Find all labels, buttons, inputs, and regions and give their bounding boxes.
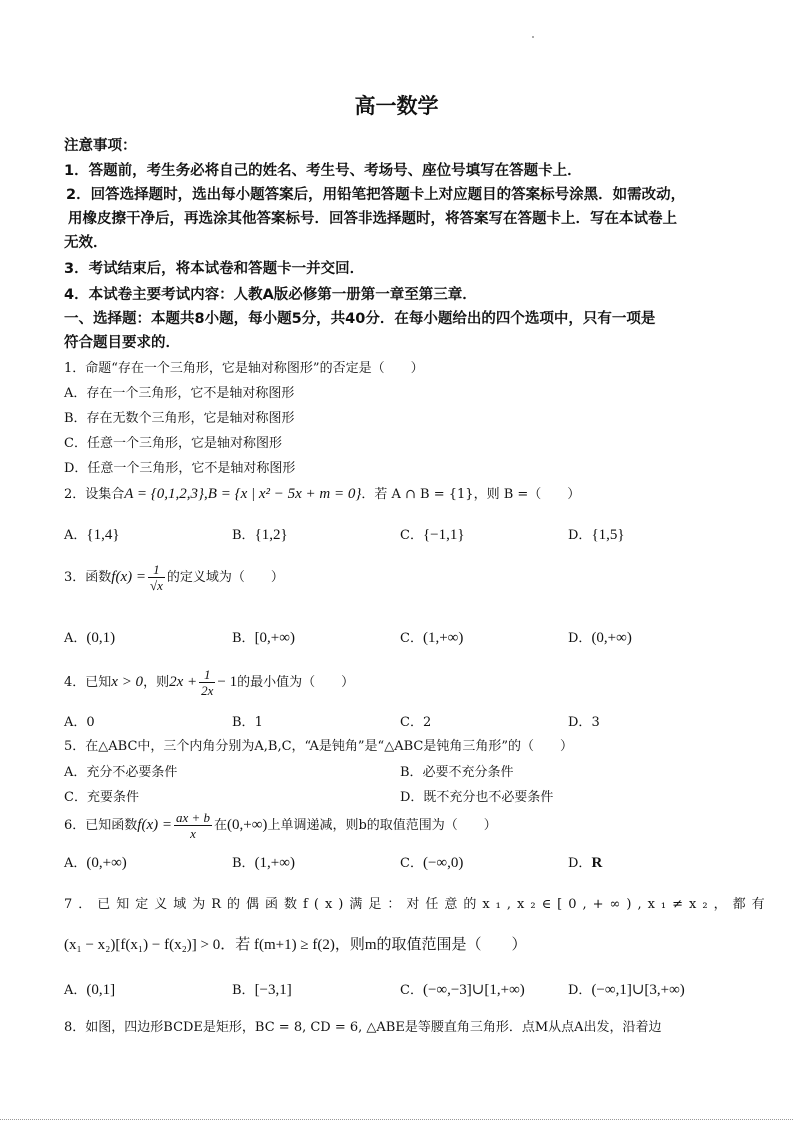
section-heading-cont: 符合题目要求的． xyxy=(64,335,180,351)
question-6-option-b: B．(1,+∞) xyxy=(232,855,295,871)
question-2-set-b: B = {x | x² − 5x + m = 0} xyxy=(207,486,362,502)
section-heading: 一、选择题：本题共8小题，每小题5分，共40分．在每小题给出的四个选项中，只有一项是 xyxy=(64,311,656,327)
question-4-expr-a: 2x + xyxy=(169,674,198,690)
question-3-fraction: $\frac{1}{√x}$ xyxy=(149,562,163,593)
question-3-option-d: D．(0,+∞) xyxy=(568,630,632,646)
question-7-option-d: D．(−∞,1]∪[3,+∞) xyxy=(568,982,685,998)
question-4-expr-b: − 1 xyxy=(217,674,238,690)
question-4-prefix: 4．已知 xyxy=(64,675,112,690)
question-7-stem: 7．已知定义域为R的偶函数f(x)满足：对任意的x₁,x₂∈[0,+∞),x₁≠x₂，都有 xyxy=(64,897,771,912)
question-3-func: f(x) = xyxy=(111,569,146,585)
question-2-option-c: C．{−1,1} xyxy=(400,527,465,543)
notice-item-2-cont: 用橡皮擦干净后，再选涂其他答案标号．回答非选择题时，将答案写在答题卡上．写在本试卷上 xyxy=(68,211,677,227)
question-6-option-c: C．(−∞,0) xyxy=(400,855,464,871)
question-1-option-b: B．存在无数个三角形，它是轴对称图形 xyxy=(64,411,295,426)
question-3-suffix: 的定义域为（ ） xyxy=(166,570,284,585)
question-6-prefix: 6．已知函数 xyxy=(64,818,138,833)
notice-item-2: 2．回答选择题时，选出每小题答案后，用铅笔把答题卡上对应题目的答案标号涂黑．如需改动， xyxy=(66,187,686,203)
question-2-condition: ．若 A ∩ B = {1}，则 B =（ ） xyxy=(361,487,581,502)
page-title: 高一数学 xyxy=(354,94,439,118)
notice-item-1: 1．答题前，考生务必将自己的姓名、考生号、考场号、座位号填写在答题卡上． xyxy=(64,163,582,179)
question-6-option-d: D．R xyxy=(568,855,603,871)
question-1-option-a: A．存在一个三角形，它不是轴对称图形 xyxy=(64,386,295,401)
question-7-stem-cont: (x₁ − x₂)[f(x₁) − f(x₂)] > 0．若 f(m+1) ≥ f(2)，则m的取值范围是（ ） xyxy=(64,937,527,953)
question-4-mid: ，则 xyxy=(143,675,170,690)
question-2-option-a: A．{1,4} xyxy=(64,527,120,543)
question-3-prefix: 3．函数 xyxy=(64,570,112,585)
question-6-suffix: 上单调递减，则b的取值范围为（ ） xyxy=(267,818,497,833)
question-4-option-a: A．0 xyxy=(64,715,95,730)
question-6-fraction: $\frac{ax + b}{x}$ xyxy=(175,810,211,841)
question-5-option-c: C．充要条件 xyxy=(64,790,139,805)
page-bottom-divider xyxy=(0,1119,793,1120)
question-7-option-c: C．(−∞,−3]∪[1,+∞) xyxy=(400,982,525,998)
question-8-stem: 8．如图，四边形BCDE是矩形，BC = 8, CD = 6, △ABE是等腰直角三角形．点M从点A出发，沿着边 xyxy=(64,1020,662,1035)
question-4-option-c: C．2 xyxy=(400,715,432,730)
question-4-stem xyxy=(64,667,354,698)
question-2-set-a: A = {0,1,2,3} xyxy=(124,486,205,502)
question-3-option-a: A．(0,1) xyxy=(64,630,116,646)
question-2-option-b: B．{1,2} xyxy=(232,527,288,543)
notice-item-4: 4．本试卷主要考试内容：人教A版必修第一册第一章至第三章． xyxy=(64,287,477,303)
question-1-option-d: D．任意一个三角形，它不是轴对称图形 xyxy=(64,461,296,476)
scan-dot xyxy=(532,36,534,38)
question-5-option-d: D．既不充分也不必要条件 xyxy=(400,790,554,805)
notice-item-2-end: 无效． xyxy=(64,235,108,251)
question-6-interval: (0,+∞) xyxy=(227,817,268,833)
question-6-option-a: A．(0,+∞) xyxy=(64,855,127,871)
question-2-option-d: D．{1,5} xyxy=(568,527,625,543)
question-2-prefix: 2．设集合 xyxy=(64,487,125,502)
question-4-fraction: $\frac{1}{2x}$ xyxy=(201,667,214,698)
question-5-stem: 5．在△ABC中，三个内角分别为A,B,C，“A是钝角”是“△ABC是钝角三角形”的（ ） xyxy=(64,739,573,754)
question-6-mid: 在 xyxy=(214,818,228,833)
question-3-stem xyxy=(64,562,284,593)
question-5-option-a: A．充分不必要条件 xyxy=(64,765,178,780)
question-7-option-b: B．[−3,1] xyxy=(232,982,292,998)
question-1-option-c: C．任意一个三角形，它是轴对称图形 xyxy=(64,436,282,451)
notice-heading: 注意事项： xyxy=(64,138,137,154)
question-4-condition: x > 0 xyxy=(111,674,144,690)
question-3-option-b: B．[0,+∞) xyxy=(232,630,295,646)
question-6-stem xyxy=(64,810,497,841)
question-7-option-a: A．(0,1] xyxy=(64,982,116,998)
question-2-stem xyxy=(64,483,580,503)
question-2-sep: , xyxy=(204,486,208,502)
question-5-option-b: B．必要不充分条件 xyxy=(400,765,514,780)
question-6-func: f(x) = xyxy=(137,817,172,833)
question-3-option-c: C．(1,+∞) xyxy=(400,630,464,646)
notice-item-3: 3．考试结束后，将本试卷和答题卡一并交回． xyxy=(64,261,365,277)
question-4-option-b: B．1 xyxy=(232,715,263,730)
question-4-option-d: D．3 xyxy=(568,715,600,730)
question-4-suffix: 的最小值为（ ） xyxy=(237,675,355,690)
question-1-stem: 1．命题“存在一个三角形，它是轴对称图形”的否定是（ ） xyxy=(64,361,424,376)
